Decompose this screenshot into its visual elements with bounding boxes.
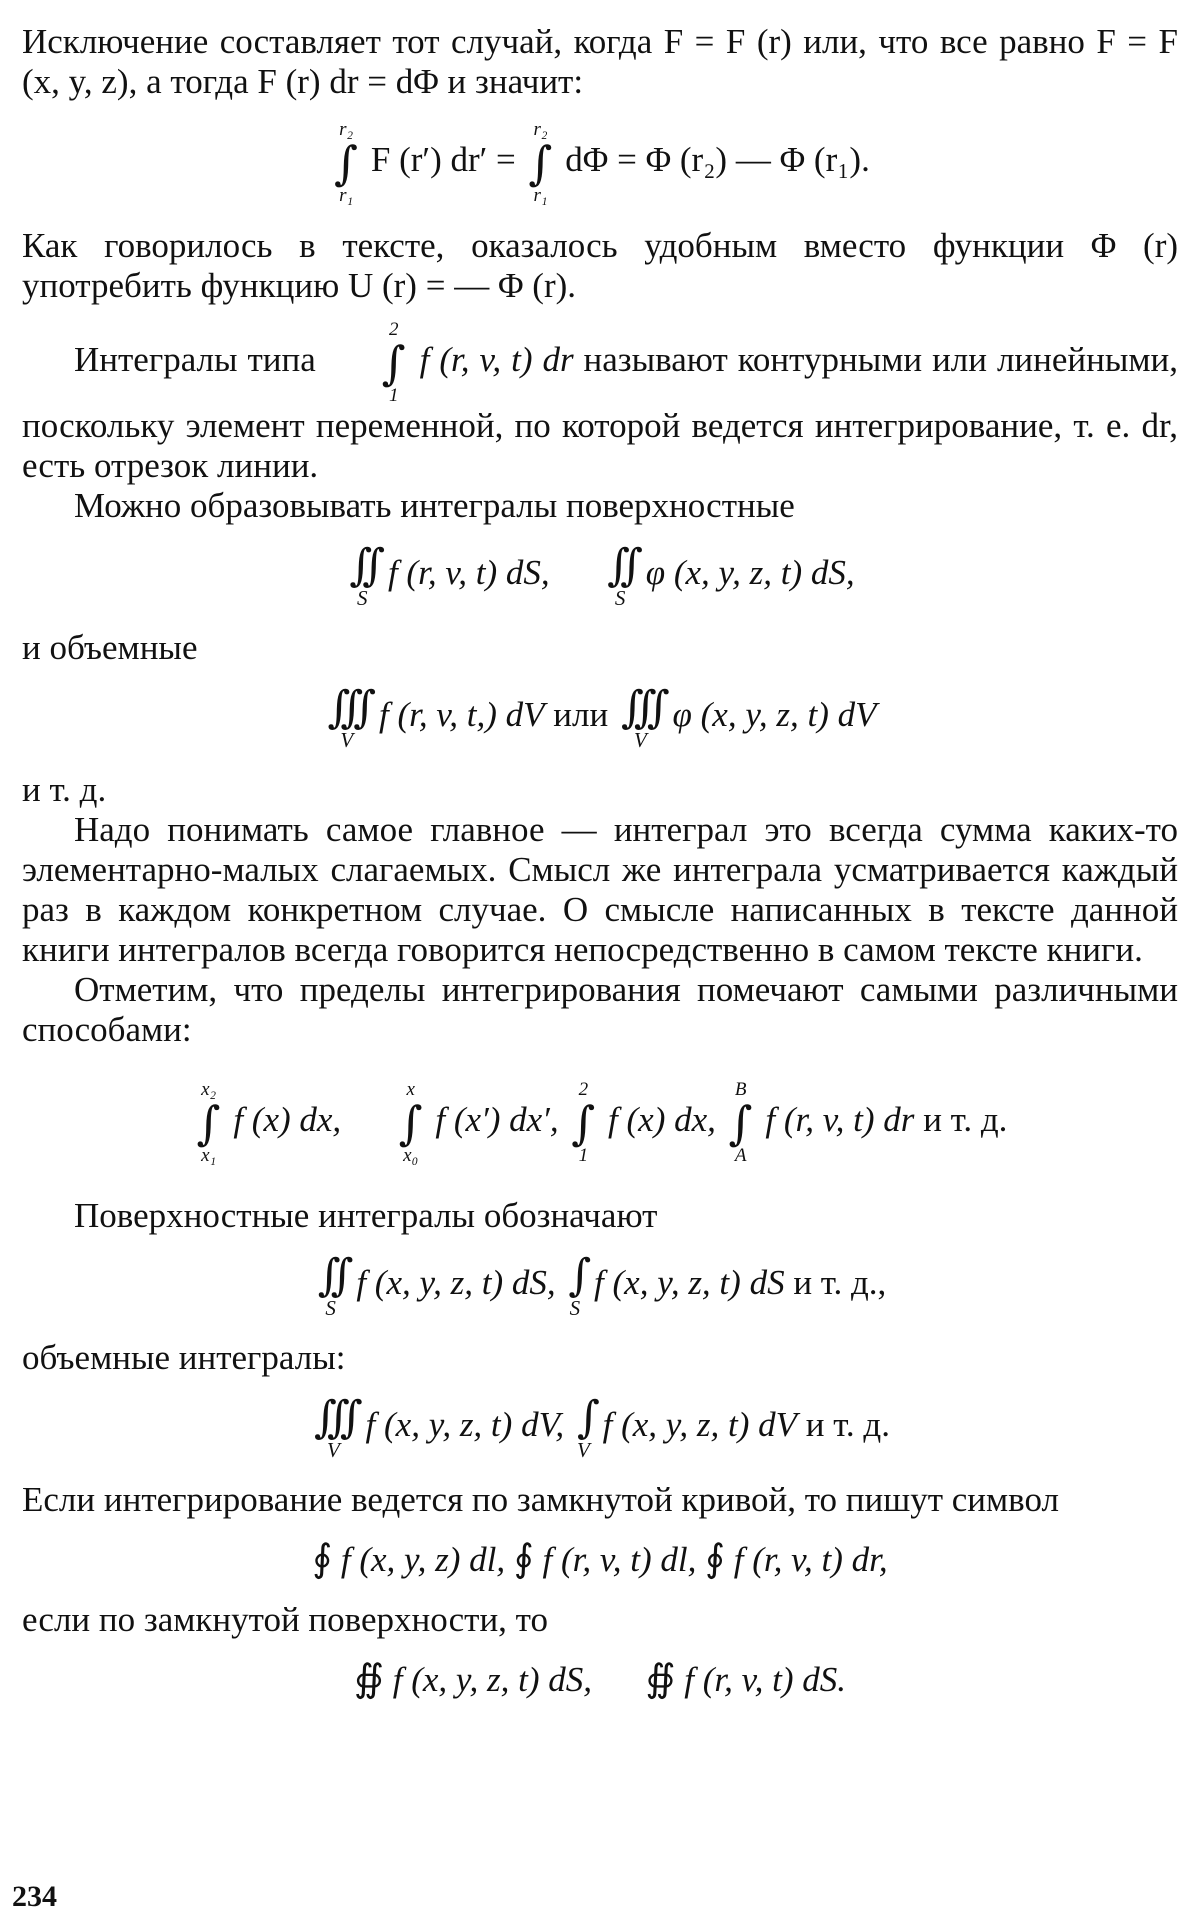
formula-text: φ (x, y, z, t) dS, bbox=[645, 553, 855, 593]
paragraph-closed-curve: Если интегрирование ведется по замкнутой кривой, то пишут символ bbox=[22, 1480, 1059, 1519]
paragraph-text: Интегралы типа bbox=[74, 340, 316, 380]
formula-text: и т. д. bbox=[805, 1405, 890, 1445]
formula-text: f (r, v, t) dl, bbox=[542, 1540, 697, 1579]
triple-integral-sign bbox=[327, 682, 367, 752]
contour-integral-symbol: ∮ bbox=[513, 1536, 534, 1580]
integral-sign bbox=[330, 320, 406, 406]
formula-closed-surface bbox=[22, 1658, 1178, 1700]
paragraph-limits: Отметим, что пределы интегрирования помечают самыми различными способами: bbox=[22, 970, 1178, 1049]
integral-sign bbox=[334, 120, 358, 206]
formula-text: f (r, v, t) dS, bbox=[387, 553, 550, 593]
lower-limit: V bbox=[576, 1438, 590, 1462]
formula-volume-integrals bbox=[22, 682, 1178, 752]
integral-sign bbox=[576, 1392, 590, 1462]
lower-limit: V bbox=[340, 728, 354, 752]
paragraph-text: называют контурными или линейными, поскольку элемент переменной, по которой ведется интегрирование, т. е. dr, есть отрезок линии. bbox=[22, 340, 1179, 485]
integral-sign bbox=[197, 1080, 221, 1166]
formula-text: f (r, v, t) dr bbox=[419, 340, 574, 380]
double-integral-sign bbox=[349, 540, 376, 610]
formula-text: f (x, y, z) dl, bbox=[340, 1540, 506, 1579]
formula-text: или bbox=[553, 695, 609, 735]
upper-limit: r₂ bbox=[339, 119, 354, 140]
formula-text: f (x, y, z, t) dS, bbox=[356, 1263, 556, 1303]
upper-limit: 2 bbox=[388, 319, 399, 340]
integral-sign bbox=[729, 1080, 753, 1166]
formula-text: f (x, y, z, t) dS bbox=[594, 1263, 785, 1303]
formula-closed-curve bbox=[22, 1538, 1178, 1580]
paragraph-potential-note: Как говорилось в тексте, оказалось удобным вместо функции Φ (r) употребить функцию U (r) = — Φ (r). bbox=[22, 226, 1178, 305]
formula-text: f (r, v, t) dr, bbox=[733, 1540, 888, 1579]
upper-limit: B bbox=[734, 1079, 747, 1100]
integral-symbol: ∫ bbox=[528, 136, 553, 190]
lower-limit: S bbox=[569, 1296, 581, 1320]
page-number: 234 bbox=[12, 1880, 57, 1913]
lower-limit: r₁ bbox=[339, 185, 354, 206]
formula-surface-integrals bbox=[22, 540, 1178, 610]
formula-text: f (x) dx, bbox=[233, 1100, 342, 1140]
formula-text: f (r, v, t,) dV bbox=[378, 695, 545, 735]
lower-limit: V bbox=[326, 1438, 340, 1462]
triple-integral-sign bbox=[620, 682, 660, 752]
lower-limit: A bbox=[734, 1145, 747, 1166]
paragraph-surface-intro: Можно образовывать интегралы поверхностные bbox=[74, 486, 795, 525]
lower-limit: S bbox=[325, 1296, 336, 1320]
paragraph-volume-intro: и объемные bbox=[22, 628, 198, 667]
formula-text: f (r, v, t) dS. bbox=[684, 1660, 846, 1699]
double-integral-sign bbox=[607, 540, 633, 610]
upper-limit: x₂ bbox=[201, 1079, 217, 1100]
paragraph-contour-integrals bbox=[22, 320, 1178, 486]
integral-symbol: ∫ bbox=[728, 1096, 753, 1150]
surface-integral-symbol: ∯ bbox=[645, 1656, 676, 1700]
integral-symbol: ∫∫ bbox=[317, 1250, 344, 1301]
integral-symbol: ∫∫ bbox=[607, 540, 633, 591]
integral-symbol: ∫∫ bbox=[349, 540, 376, 591]
paragraph-closed-surface: если по замкнутой поверхности, то bbox=[22, 1600, 549, 1639]
surface-integral-symbol: ∯ bbox=[354, 1656, 385, 1700]
formula-text: φ (x, y, z, t) dV bbox=[672, 695, 877, 735]
lower-limit: r₁ bbox=[533, 185, 548, 206]
formula-text: f (x, y, z, t) dS, bbox=[392, 1660, 593, 1699]
lower-limit: 1 bbox=[578, 1145, 589, 1166]
upper-limit: r₂ bbox=[533, 119, 548, 140]
double-integral-sign bbox=[317, 1250, 344, 1320]
formula-text: и т. д., bbox=[793, 1263, 887, 1303]
triple-integral-sign bbox=[314, 1392, 353, 1462]
integral-symbol: ∫ bbox=[568, 1250, 582, 1301]
formula-text: и т. д. bbox=[923, 1100, 1008, 1140]
integral-symbol: ∫ bbox=[571, 1096, 596, 1150]
formula-text: f (x′) dx′, bbox=[435, 1100, 559, 1140]
page-content bbox=[22, 22, 1178, 1720]
paragraph-exception: Исключение составляет тот случай, когда F = F (r) или, что все равно F = F (x, y, z), а тогда F (r) dr = dΦ и значит: bbox=[22, 22, 1178, 101]
lower-limit: S bbox=[614, 586, 626, 610]
integral-symbol: ∫ bbox=[381, 336, 406, 390]
integral-sign bbox=[399, 1080, 423, 1166]
formula-surface-notation bbox=[22, 1250, 1178, 1320]
formula-text: f (x) dx, bbox=[608, 1100, 716, 1140]
formula-text: f (x, y, z, t) dV bbox=[602, 1405, 798, 1445]
contour-integral-symbol: ∮ bbox=[705, 1536, 725, 1580]
upper-limit: 2 bbox=[578, 1079, 589, 1100]
formula-potential-integral bbox=[22, 120, 1178, 206]
integral-symbol: ∫∫∫ bbox=[327, 682, 367, 733]
integral-sign bbox=[568, 1250, 582, 1320]
formula-text: f (r, v, t) dr bbox=[765, 1100, 915, 1140]
lower-limit: V bbox=[633, 728, 647, 752]
paragraph-surface-notation: Поверхностные интегралы обозначают bbox=[74, 1196, 658, 1235]
integral-symbol: ∫ bbox=[196, 1096, 221, 1150]
lower-limit: 1 bbox=[388, 385, 399, 406]
integral-sign bbox=[529, 120, 553, 206]
paragraph-volume-notation: объемные интегралы: bbox=[22, 1338, 346, 1377]
integral-symbol: ∫ bbox=[576, 1392, 590, 1443]
lower-limit: S bbox=[357, 586, 368, 610]
formula-text: F (r′) dr′ = bbox=[370, 140, 516, 180]
lower-limit: x₁ bbox=[201, 1145, 217, 1166]
upper-limit: x bbox=[406, 1079, 415, 1100]
integral-symbol: ∫∫∫ bbox=[620, 682, 660, 733]
formula-text: f (x, y, z, t) dV, bbox=[365, 1405, 565, 1445]
integral-symbol: ∫ bbox=[398, 1096, 423, 1150]
paragraph-etc: и т. д. bbox=[22, 770, 107, 809]
formula-volume-notation bbox=[22, 1392, 1178, 1462]
lower-limit: x₀ bbox=[403, 1145, 419, 1166]
contour-integral-symbol: ∮ bbox=[312, 1536, 333, 1580]
integral-symbol: ∫ bbox=[334, 136, 359, 190]
integral-sign bbox=[571, 1080, 595, 1166]
formula-text: dΦ = Φ (r₂) — Φ (r₁). bbox=[565, 140, 870, 180]
formula-limit-notations bbox=[22, 1080, 1178, 1166]
paragraph-main-idea: Надо понимать самое главное — интеграл это всегда сумма каких-то элементарно-малых слагаемых. Смысл же интеграла усматривается каждый раз в каждом конкретном случае. О смысле написанных в тексте данной книги интегралов всегда говорится непосредственно в самом тексте книги. bbox=[22, 810, 1178, 969]
integral-symbol: ∫∫∫ bbox=[314, 1392, 353, 1443]
